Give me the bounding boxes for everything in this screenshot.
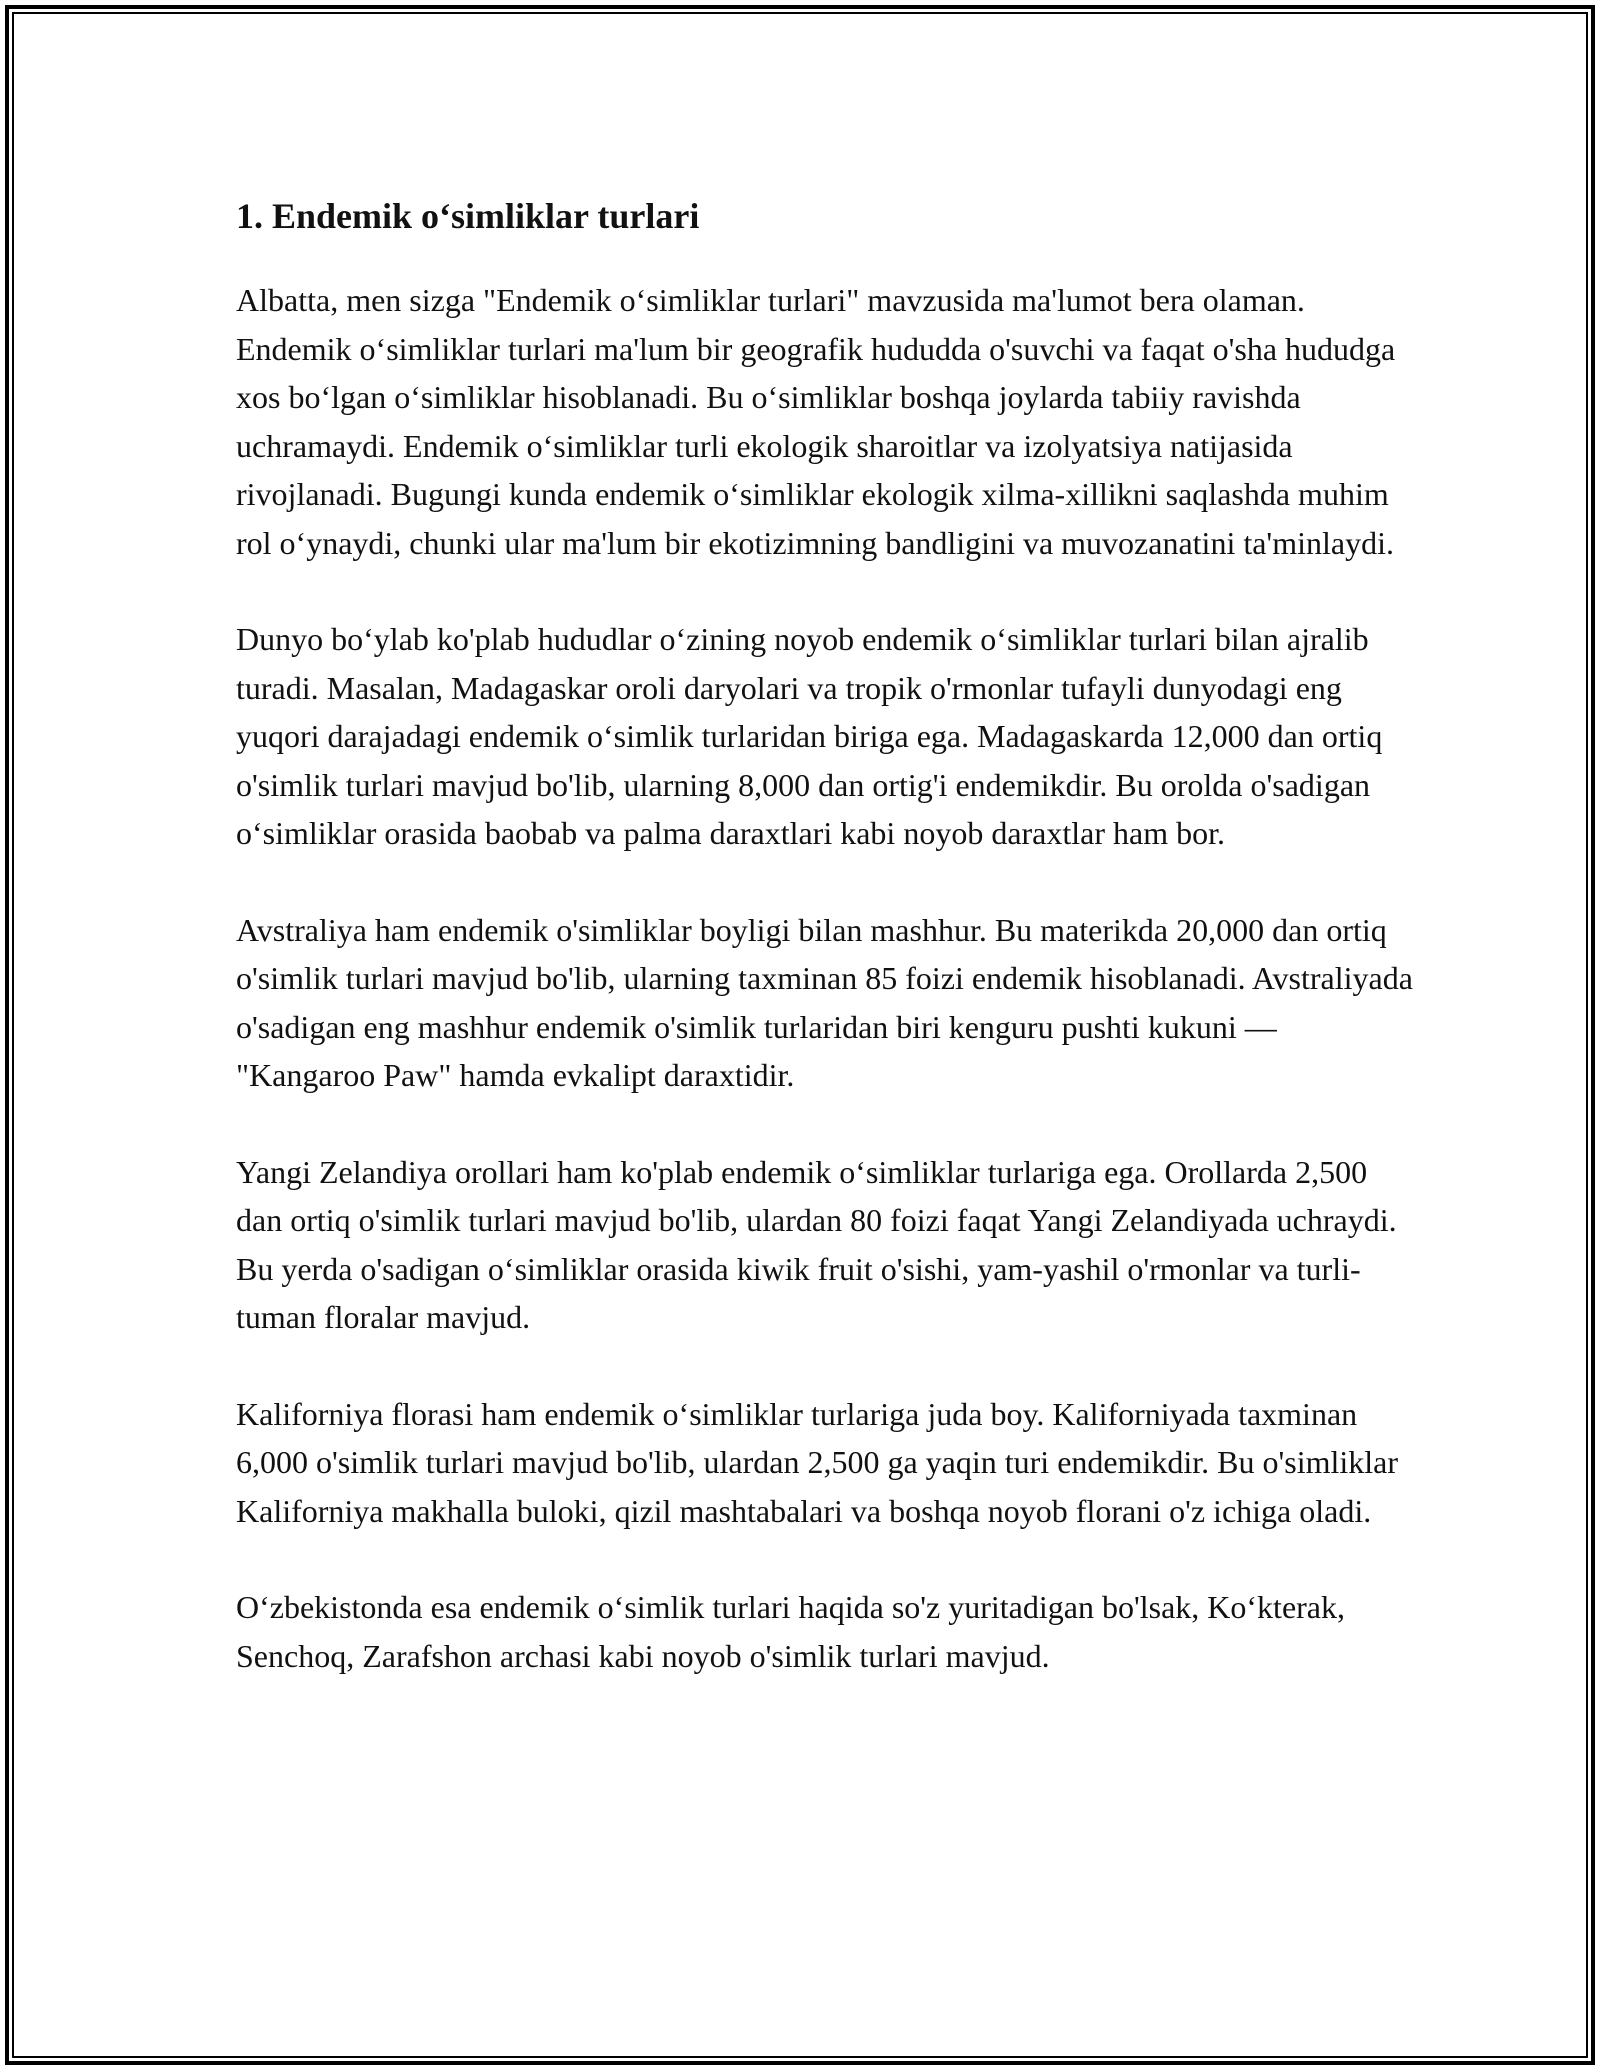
paragraph-australia: Avstraliya ham endemik o'simliklar boyligi bilan mashhur. Bu materikda 20,000 dan ortiq o'simlik turlari mavjud bo'lib, ularning taxminan 85 foizi endemik hisoblanadi. Avstraliyada o'sadigan eng mashhur endemik o'simlik turlaridan biri kenguru pushti kukuni — "Kangaroo Paw" hamda evkalipt daraxtidir. bbox=[236, 911, 1413, 1093]
paragraph-intro: Albatta, men sizga "Endemik o‘simliklar turlari" mavzusida ma'lumot bera olaman. Endemik o‘simliklar turlari ma'lum bir geografik hududda o'suvchi va faqat o'sha hududga xos bo‘lgan o‘simliklar hisoblanadi. Bu o‘simliklar boshqa joylarda tabiiy ravishda uchramaydi. Endemik o‘simliklar turli ekologik sharoitlar va izolyatsiya natijasida rivojlanadi. Bugungi kunda endemik o‘simliklar ekologik xilma-xillikni saqlashda muhim rol o‘ynaydi, chunki ular ma'lum bir ekotizimning bandligini va muvozanatini ta'minlaydi. bbox=[236, 282, 1396, 561]
section-heading: 1. Endemik o‘simliklar turlari bbox=[236, 196, 700, 236]
paragraph-madagascar: Dunyo bo‘ylab ko'plab hududlar o‘zining noyob endemik o‘simliklar turlari bilan ajralib turadi. Masalan, Madagaskar oroli daryolari va tropik o'rmonlar tufayli dunyodagi eng yuqori darajadagi endemik o‘simlik turlaridan biriga ega. Madagaskarda 12,000 dan ortiq o'simlik turlari mavjud bo'lib, ularning 8,000 dan ortig'i endemikdir. Bu orolda o'sadigan o‘simliklar orasida baobab va palma daraxtlari kabi noyob daraxtlar ham bor. bbox=[236, 621, 1383, 851]
paragraph-california: Kaliforniya florasi ham endemik o‘simliklar turlariga juda boy. Kaliforniyada taxminan 6,000 o'simlik turlari mavjud bo'lib, ulardan 2,500 ga yaqin turi endemikdir. Bu o'simliklar Kaliforniya makhalla buloki, qizil mashtabalari va boshqa noyob florani o'z ichiga oladi. bbox=[236, 1395, 1399, 1529]
document-body bbox=[236, 186, 1416, 1680]
paragraph-uzbekistan: O‘zbekistonda esa endemik o‘simlik turlari haqida so'z yuritadigan bo'lsak, Ko‘kterak, Senchoq, Zarafshon archasi kabi noyob o'simlik turlari mavjud. bbox=[236, 1589, 1345, 1674]
paragraph-new-zealand: Yangi Zelandiya orollari ham ko'plab endemik o‘simliklar turlariga ega. Orollarda 2,500 dan ortiq o'simlik turlari mavjud bo'lib, ulardan 80 foizi faqat Yangi Zelandiyada uchraydi. Bu yerda o'sadigan o‘simliklar orasida kiwik fruit o'sishi, yam-yashil o'rmonlar va turli-tuman floralar mavjud. bbox=[236, 1153, 1397, 1335]
